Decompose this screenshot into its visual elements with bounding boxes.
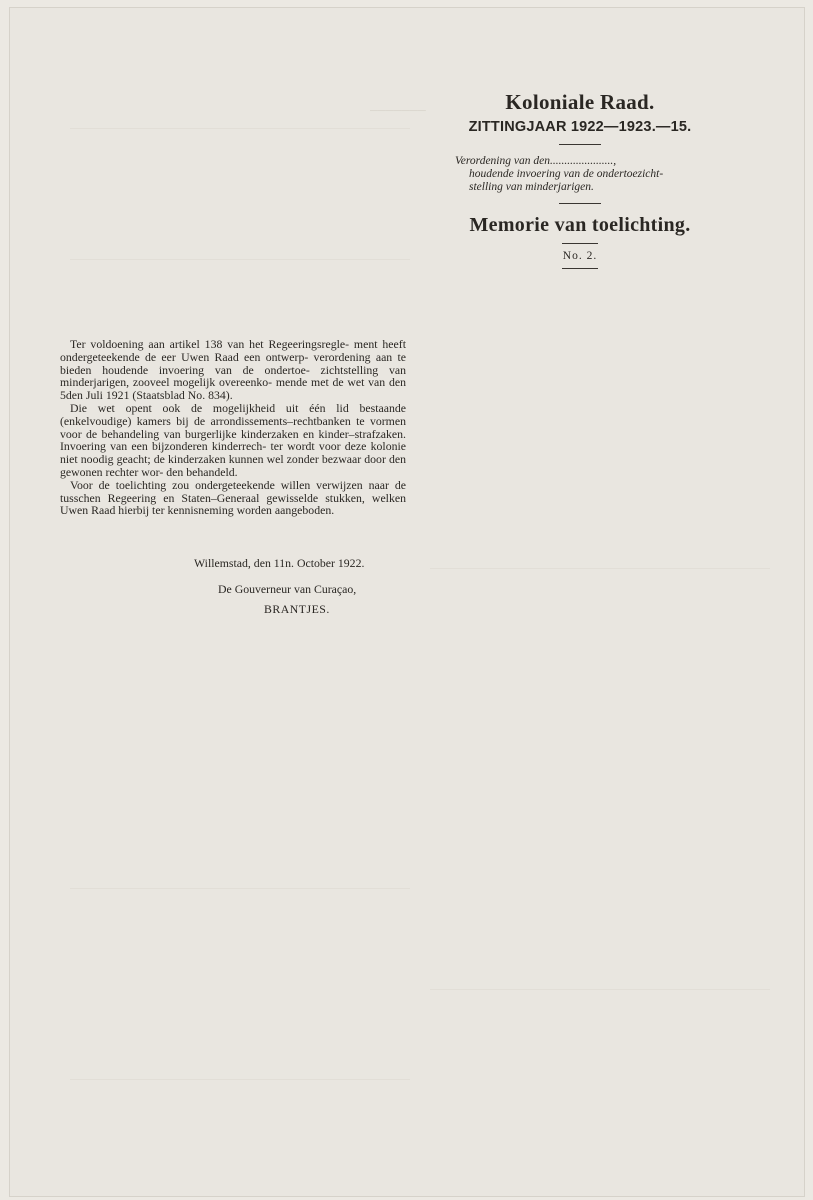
divider [562, 268, 598, 269]
document-number: No. 2. [562, 250, 598, 262]
session-year: ZITTINGJAAR 1922—1923.—15. [468, 119, 692, 135]
bleed-through-texture [70, 888, 410, 1080]
document-page [10, 8, 804, 1196]
paragraph: Ter voldoening aan artikel 138 van het Regeeringsregle- ment heeft ondergeteekende de eer Uwen Raad een ontwerp- verordening aan te bieden houdende invoering van de ondertoe- zichtstelling van minderjarigen, zooveel mogelijk overeenko- mende met de wet van den 5den Juli 1921 (Staatsblad No. 834). [60, 337, 406, 403]
ordinance-line: Verordening van den......................, [455, 155, 617, 167]
explanatory-text [60, 338, 406, 517]
paragraph: Voor de toelichting zou ondergeteekende willen verwijzen naar de tusschen Regeering en Staten–Generaal gewisselde stukken, welken Uwen Raad hierbij ter kennisneming worden aangeboden. [60, 477, 406, 518]
ordinance-line: stelling van minderjarigen. [469, 181, 594, 193]
divider [559, 144, 601, 145]
bleed-through-texture [430, 568, 770, 990]
ordinance-line: houdende invoering van de ondertoezicht- [469, 168, 664, 180]
signatory-name: BRANTJES. [264, 602, 330, 616]
document-heading: Memorie van toelichting. [469, 214, 691, 236]
bleed-through-texture [70, 128, 410, 260]
divider [559, 203, 601, 204]
ordinance-description [455, 155, 705, 194]
council-title: Koloniale Raad. [505, 90, 655, 114]
divider [562, 243, 598, 244]
place-date: Willemstad, den 11n. October 1922. [194, 556, 365, 570]
signatory-title: De Gouverneur van Curaçao, [218, 582, 357, 596]
document-header [448, 90, 712, 269]
paragraph: Die wet opent ook de mogelijkheid uit één lid bestaande (enkelvoudige) kamers bij de arrondissements–rechtbanken te vormen voor de behandeling van burgerlijke kinderzaken en kinder–strafzaken. Invoering van een bijzonderen kinderrech- ter wordt voor deze kolonie niet noodig geacht; de kinderzaken kunnen wel zonder bezwaar door den gewonen rechter wor- den behandeld. [60, 400, 406, 479]
bleed-through-texture: ─────── [370, 105, 426, 117]
